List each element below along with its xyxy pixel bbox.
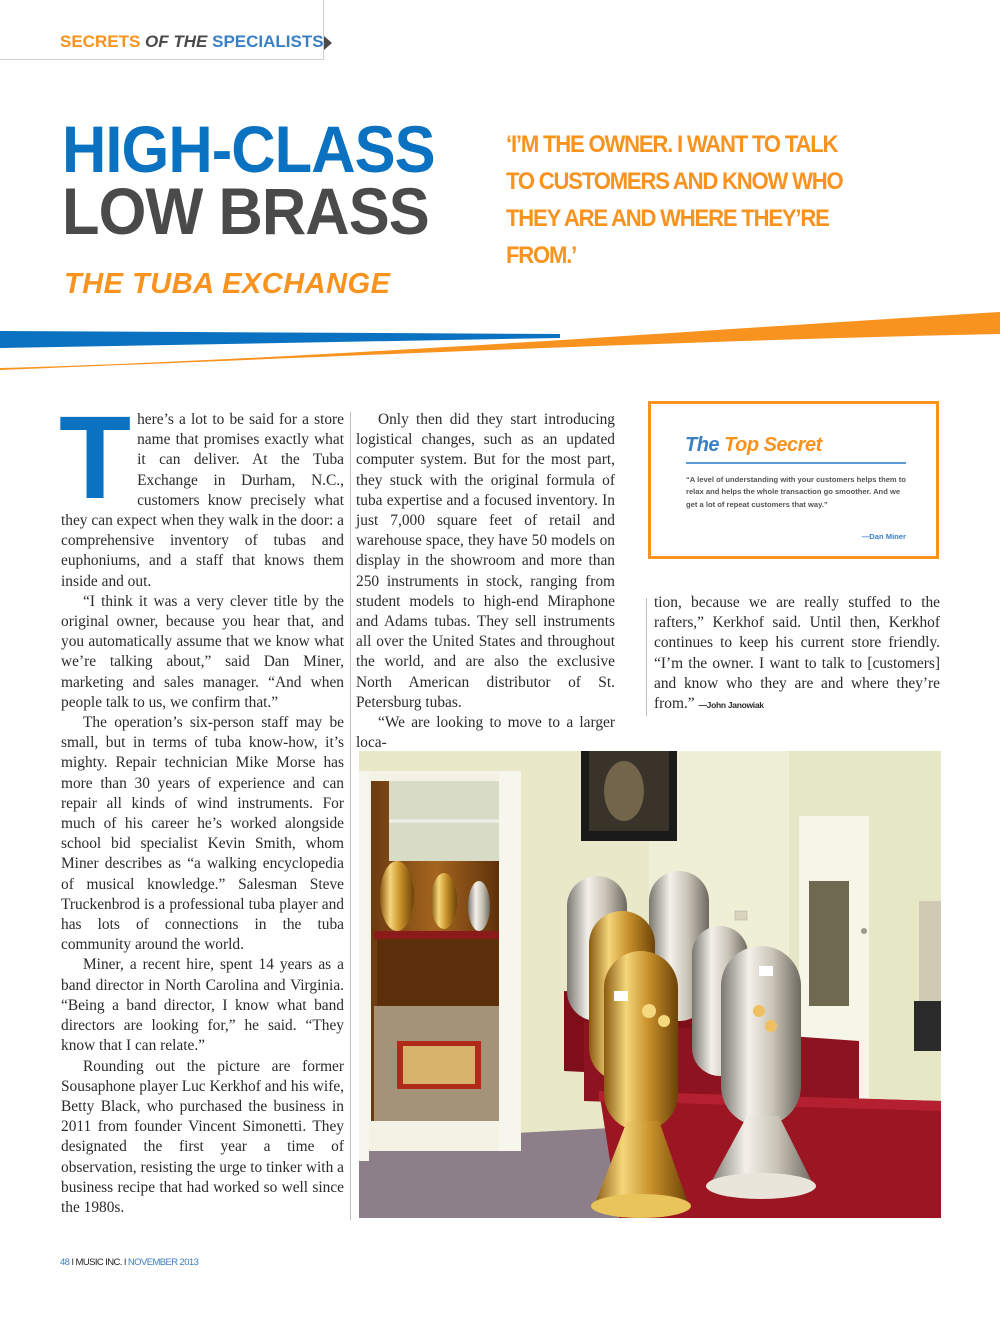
article-column-1 [59,392,344,1218]
section-word-secrets: SECRETS [60,32,141,51]
showroom-photo [359,751,941,1218]
article-column-2 [356,410,615,753]
footer-separator: I [123,1257,126,1268]
headline [62,112,435,248]
subhead: THE TUBA EXCHANGE [64,268,391,300]
page-number: 48 [60,1257,70,1268]
section-word-of-the: OF THE [145,32,208,51]
showroom-illustration [359,751,941,1218]
byline: —John Janowiak [698,700,764,711]
title-underline [686,462,906,464]
headline-line-1: HIGH-CLASS [62,112,435,186]
paragraph-text: tion, because we are really stuffed to the rafters,” Kerkhof said. Until then, Kerkhof continues to keep his current store friendly. “I’m the owner. I want to talk to [customers] and know who they are and where they’re from.” [654,594,940,713]
pull-quote: ‘I’M THE OWNER. I WANT TO TALK TO CUSTOMERS AND KNOW WHO THEY ARE AND WHERE THEY’RE FROM.’ [506,131,843,269]
section-tab [0,0,324,60]
paragraph: Only then did they start introducing logistical changes, such as an updated computer system. But for the most part, they stuck with the original formula of tuba expertise and a focused inventory. In just 7,000 square feet of retail and warehouse space, they have 50 models on display in the showroom and more than 250 instruments in stock, ranging from student models to high-end Miraphone and Adams tubas. They sell instruments all over the United States and throughout the world, and are also the exclusive North American distributor of St. Petersburg tubas. [356,411,615,711]
drop-cap: T [59,392,132,524]
paragraph [654,593,940,715]
paragraph [59,392,344,592]
arrow-right-icon [324,36,332,50]
paragraph-text: here’s a lot to be said for a store name that promises exactly what it can deliver. At the Tuba Exchange in Durham, N.C., customers know precisely what they can expect when they walk in the door: a comprehensive inventory of tubas and euphoniums, and a staff that knows them inside and out. [61,411,344,590]
section-label [60,32,324,52]
paragraph: Miner, a recent hire, spent 14 years as a band director in North Carolina and Virginia. “Being a band director, I know what band directors are looking for,” he said. “They know that I can relate.” [61,956,344,1055]
paragraph: “I think it was a very clever title by the original owner, because you hear that, and you automatically assume that we know what we’re talking about,” said Dan Miner, marketing and sales manager. “And when people talk to us, we confirm that.” [61,592,344,711]
top-secret-title [685,434,822,457]
section-word-specialists: SPECIALISTS [212,32,324,51]
magazine-name: MUSIC INC. [75,1257,122,1268]
swoosh-decoration [0,300,1000,380]
issue-date: NOVEMBER 2013 [127,1257,199,1268]
footer-separator: I [71,1257,74,1268]
top-secret-title-the: The [685,434,720,456]
paragraph: “We are looking to move to a larger loca- [356,714,615,752]
paragraph: The operation’s six-person staff may be small, but in terms of tuba know-how, it’s mighty. Repair technician Mike Morse has more than 30 years of experience and can repair all kinds of wind instruments. For much of his career he’s worked alongside school bid specialist Kevin Smith, whom Miner describes as “a walking encyclopedia of musical knowledge.” Salesman Steve Truckenbrod is a professional tuba player and has lots of connections in the tuba community around the world. [61,714,344,954]
top-secret-attribution: —Dan Miner [861,532,906,541]
paragraph: Rounding out the picture are former Sousaphone player Luc Kerkhof and his wife, Betty Black, who purchased the business in 2011 from founder Vincent Simonetti. They designated the first year a time of observation, resisting the urge to tinker with a business recipe that had worked so well since the 1980s. [61,1057,344,1216]
column-divider [350,412,351,1220]
column-divider [646,598,647,716]
article-column-3 [654,593,940,715]
top-secret-box [648,401,939,559]
top-secret-title-main: Top Secret [724,434,822,456]
headline-line-2: LOW BRASS [62,174,429,248]
page-footer [60,1257,198,1268]
top-secret-quote: “A level of understanding with your customers helps them to relax and helps the whole transaction go smoother. And we get a lot of repeat customers that way.” [686,475,906,509]
